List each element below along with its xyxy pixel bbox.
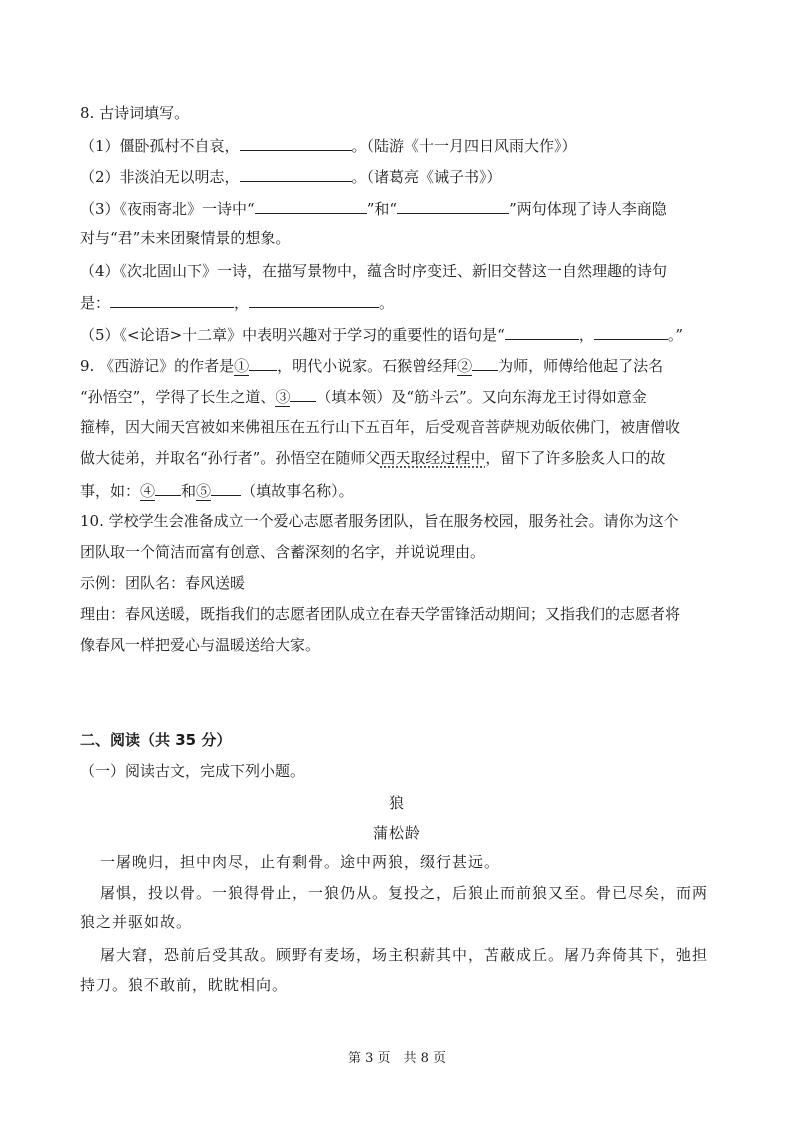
passage-paragraph-1: 一屠晚归，担中肉尽，止有剩骨。途中两狼，缀行甚远。 — [100, 853, 501, 871]
q9-line-5: 事，如：④ 和⑤ （填故事名称）。 — [80, 482, 354, 500]
passage-paragraph-3: 屠大窘，恐前后受其敌。顾野有麦场，场主积薪其中，苫蔽成丘。屠乃奔倚其下，弛担 — [100, 946, 709, 964]
q9-line-3: 箍棒，因大闹天宫被如来佛祖压在五行山下五百年，后受观音菩萨规劝皈依佛门，被唐僧收 — [80, 418, 681, 436]
q8-item-5: （5）《<论语>十二章》中表明兴趣对于学习的重要性的语句是“ ， 。” — [80, 326, 684, 344]
q8-item-1: （1）僵卧孤村不自哀， 。（陆游《十一月四日风雨大作》） — [80, 137, 577, 155]
answer-blank[interactable] — [594, 324, 668, 340]
blank-marker-5: ⑤ — [196, 482, 212, 500]
passage-paragraph-2-cont: 狼之并驱如故。 — [80, 913, 193, 931]
blank-marker-1: ① — [234, 357, 250, 375]
answer-blank[interactable] — [240, 166, 352, 182]
answer-blank[interactable] — [211, 480, 241, 496]
q8-item-4: （4）《次北固山下》一诗，在描写景物中，蕴含时序变迁、新旧交替这一自然理趣的诗句 — [80, 262, 668, 280]
answer-blank[interactable] — [249, 355, 277, 371]
section-title: 二、阅读（共 35 分） — [80, 731, 232, 749]
q8-heading: 8. 古诗词填写。 — [80, 104, 190, 122]
answer-blank[interactable] — [255, 198, 367, 214]
section-subtitle: （一）阅读古文，完成下列小题。 — [80, 762, 306, 780]
answer-blank[interactable] — [249, 292, 379, 308]
q8-item-3-cont: 对与“君”未来团聚情景的想象。 — [80, 229, 291, 247]
blank-marker-3: ③ — [275, 388, 291, 406]
q9-line-4: 做大徒弟，并取名“孙行者”。孙悟空在随师父西天取经过程中，留下了许多脍炙人口的故 — [80, 449, 666, 467]
answer-blank[interactable] — [110, 292, 234, 308]
answer-blank[interactable] — [240, 135, 352, 151]
passage-paragraph-2: 屠惧，投以骨。一狼得骨止，一狼仍从。复投之，后狼止而前狼又至。骨已尽矣，而两 — [100, 884, 709, 902]
answer-blank[interactable] — [155, 480, 181, 496]
q10-line-1: 10. 学校学生会准备成立一个爱心志愿者服务团队，旨在服务校园，服务社会。请你为这个 — [80, 512, 679, 530]
passage-paragraph-3-cont: 持刀。狼不敢前，眈眈相向。 — [80, 976, 289, 994]
blank-marker-4: ④ — [140, 482, 156, 500]
answer-blank[interactable] — [397, 198, 509, 214]
poem-title: 狼 — [388, 794, 405, 812]
answer-blank[interactable] — [505, 324, 579, 340]
q9-line-1: 9. 《西游记》的作者是① ，明代小说家。石猴曾经拜② 为师，师傅给他起了法名 — [80, 357, 664, 375]
q10-reason-1: 理由：春风送暖，既指我们的志愿者团队成立在春天学雷锋活动期间；又指我们的志愿者将 — [80, 605, 681, 623]
q9-line-2: “孙悟空”，学得了长生之道、③ （填本领）及“筋斗云”。又向东海龙王讨得如意金 — [80, 388, 647, 406]
q10-reason-2: 像春风一样把爱心与温暖送给大家。 — [80, 636, 321, 654]
answer-blank[interactable] — [290, 386, 316, 402]
emphasized-text: 西天取经过程中 — [380, 449, 486, 467]
q8-item-2: （2）非淡泊无以明志， 。（诸葛亮《诫子书》） — [80, 168, 502, 186]
q8-item-3: （3）《夜雨寄北》一诗中“ ”和“ ”两句体现了诗人李商隐 — [80, 200, 667, 218]
q10-line-2: 团队取一个简洁而富有创意、含蓄深刻的名字，并说说理由。 — [80, 543, 486, 561]
answer-blank[interactable] — [472, 355, 498, 371]
blank-marker-2: ② — [457, 357, 473, 375]
page-footer: 第 3 页 共 8 页 — [347, 1051, 447, 1066]
q10-example: 示例：团队名：春风送暖 — [80, 574, 246, 592]
poem-author: 蒲松龄 — [372, 824, 421, 842]
q8-item-4-cont: 是： ， 。 — [80, 294, 395, 312]
